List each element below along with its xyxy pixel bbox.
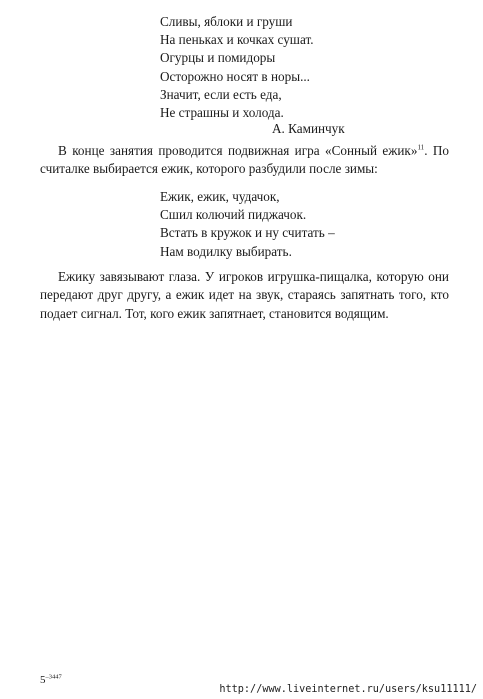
- paragraph-text: . По считалке выбирается ежик, которого разбудили после зимы:: [40, 143, 449, 177]
- source-watermark: http://www.liveinternet.ru/users/ksu11111/: [219, 684, 477, 695]
- poem-stanza-1: [160, 13, 314, 122]
- poem-author: А. Каминчук: [272, 121, 345, 136]
- poem-line: Сшил колючий пиджачок.: [160, 207, 307, 223]
- poem-line: Огурцы и помидоры: [160, 50, 276, 66]
- paragraph-text: В конце занятия проводится подвижная игра «Сонный ежик»: [58, 143, 418, 158]
- poem-line: Осторожно носят в норы...: [160, 68, 310, 84]
- printer-signature-mark: [40, 674, 62, 686]
- poem-line: Нам водилку выбирать.: [160, 243, 292, 259]
- signature-code: –3447: [45, 673, 62, 681]
- poem-line: На пеньках и кочках сушат.: [160, 32, 314, 48]
- poem-line: Ежик, ежик, чудачок,: [160, 189, 280, 204]
- poem-line: Не страшны и холода.: [160, 105, 284, 121]
- paragraph-game-rules: Ежику завязывают глаза. У игроков игрушка-пищалка, которую они передают друг другу, а ежик идет на звук, стараясь запятнать того, кто подает сигнал. Тот, кого ежик запятнает, становится водящим.: [40, 269, 449, 321]
- paragraph-game-intro: [40, 142, 449, 179]
- poem-line: Значит, если есть еда,: [160, 86, 282, 102]
- signature-number: 5: [40, 674, 46, 686]
- footnote-marker: 11: [417, 143, 425, 152]
- poem-line: Встать в кружок и ну считать –: [160, 225, 335, 241]
- poem-stanza-counting-rhyme: [160, 188, 335, 261]
- poem-line: Сливы, яблоки и груши: [160, 14, 293, 29]
